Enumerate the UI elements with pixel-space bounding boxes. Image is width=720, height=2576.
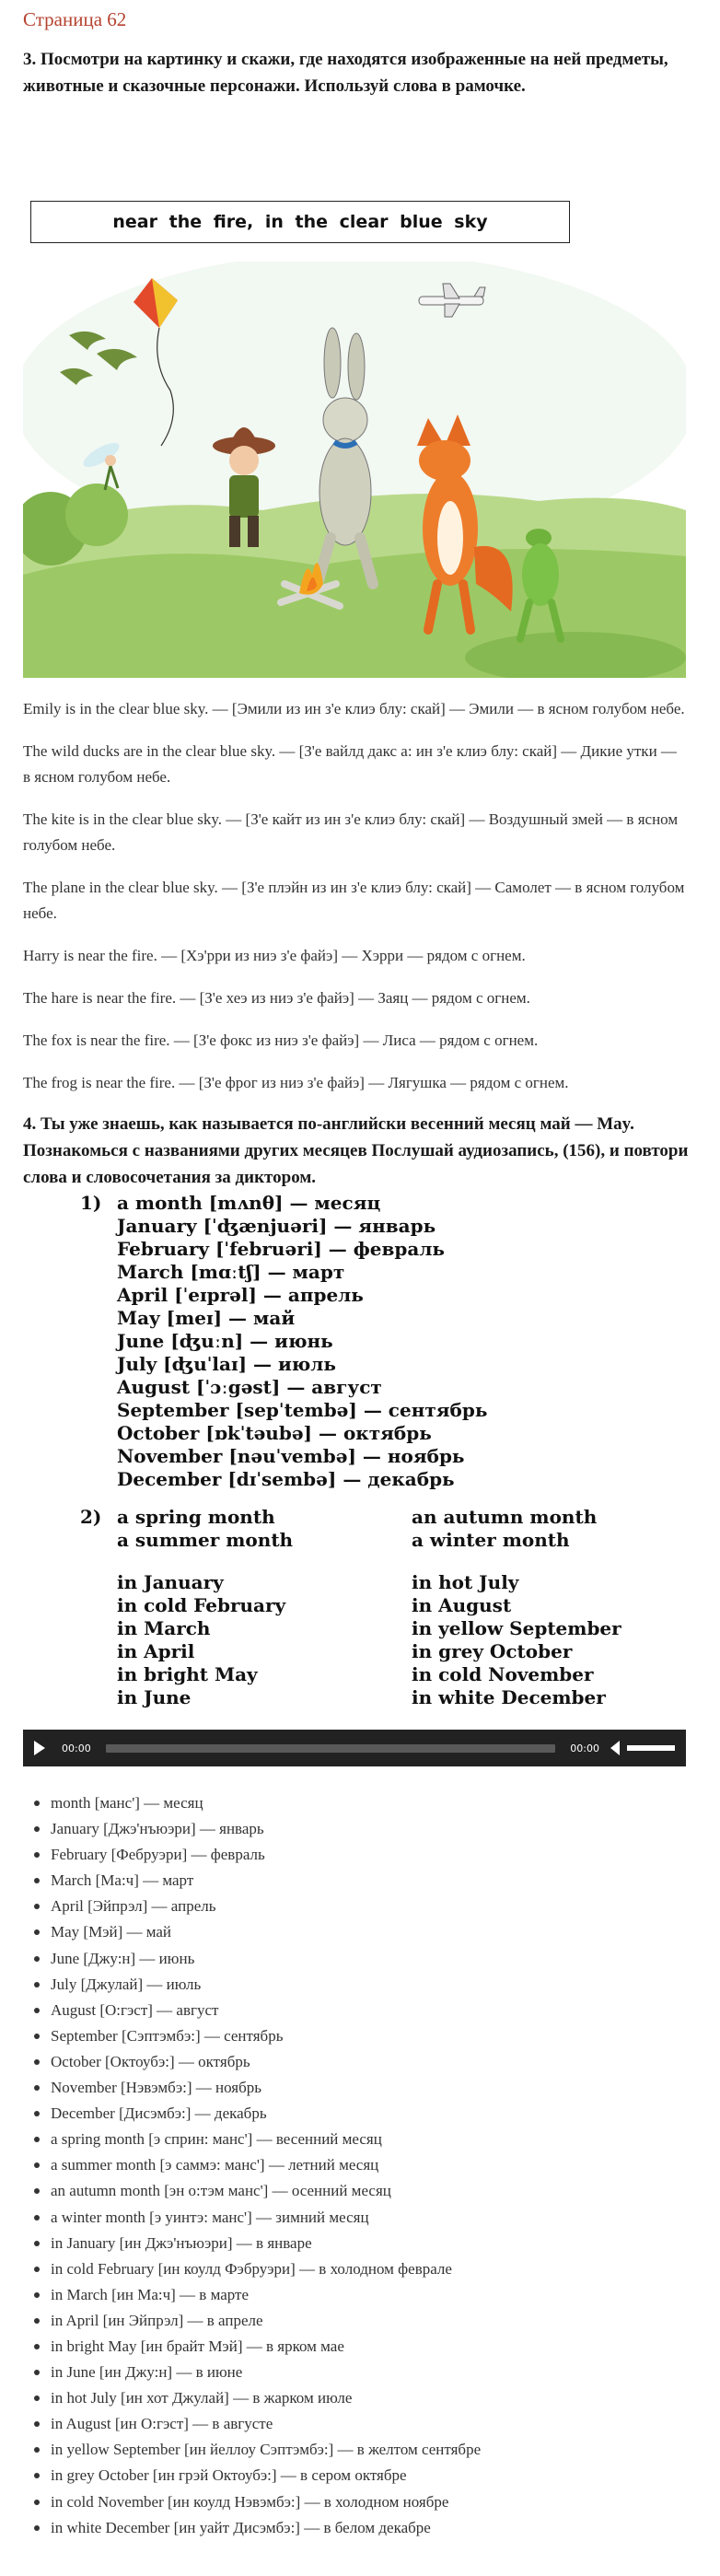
list-item: March [Ма:ч] — март [32,1868,697,1894]
list-number: 1) [80,1192,102,1214]
list-item: in bright May [ин брайт Мэй] — в ярком мае [32,2334,697,2360]
vocab-item: a winter month [412,1529,570,1551]
vocab-row [80,1399,697,1422]
list-item: November [Нэвэмбэ:] — ноябрь [32,2075,697,2101]
list-item: in April [ин Эйпрэл] — в апреле [32,2308,697,2334]
word-box: near the fire, in the clear blue sky [30,201,570,243]
volume-slider[interactable] [627,1745,675,1751]
page-title: Страница 62 [23,8,127,30]
vocab-row [80,1238,697,1261]
vocab-item: September [sepˈtembə] — сентябрь [117,1399,488,1421]
list-item: in August [ин О:гэст] — в августе [32,2411,697,2437]
vocab-item: in June [117,1686,192,1708]
vocab-row [80,1192,697,1215]
vocab-item: in March [117,1617,211,1639]
vocab-row [80,1686,412,1709]
vocab-row [80,1594,412,1617]
list-item: in January [ин Джэ'нъюэри] — в январе [32,2231,697,2256]
vocab-row [80,1261,697,1284]
sentence: The fox is near the fire. — [З'е фокс из ниэ з'е файэ] — Лиса — рядом с огнем. [23,1032,539,1049]
vocab-row [80,1215,697,1238]
sentence: Harry is near the fire. — [Хэ'рри из ниэ з'е файэ] — Хэрри — рядом с огнем. [23,947,526,964]
list-item: in hot July [ин хот Джулай] — в жарком июле [32,2385,697,2411]
vocab-list-2 [80,1506,697,1709]
vocab-item: November [nəuˈvembə] — ноябрь [117,1445,465,1467]
vocab-item: in cold February [117,1594,286,1616]
transliteration-list [32,1790,697,2541]
total-time: 00:00 [570,1742,599,1754]
list-item: December [Дисэмбэ:] — декабрь [32,2101,697,2127]
vocab-item: in hot July [412,1571,519,1593]
sentence-list [23,696,697,1096]
vocab-item: October [ɒkˈtəubə] — октябрь [117,1422,432,1444]
vocab-row [80,1468,697,1491]
vocab-item: March [mɑːtʃ] — март [117,1261,345,1283]
sentence: The kite is in the clear blue sky. — [З'е кайт из ин з'е клиэ блу: скай] — Воздушный змей — в ясном голубом небе. [23,810,679,854]
list-item: in yellow September [ин йеллоу Сэптэмбэ:] — в желтом сентябре [32,2437,697,2463]
vocab-item: a spring month [117,1506,275,1528]
vocab-item: a month [mʌnθ] — месяц [117,1192,381,1214]
task-3-instruction: 3. Посмотри на картинку и скажи, где находятся изображенные на ней предметы, животные и сказочные персонажи. Используй слова в рамочке. [23,50,668,96]
list-item: a winter month [э уинтэ: манс'] — зимний месяц [32,2205,697,2231]
vocab-item: in cold November [412,1663,594,1685]
vocab-item: a summer month [117,1529,294,1551]
vocab-item: in grey October [412,1640,573,1662]
list-item: January [Джэ'нъюэри] — январь [32,1816,697,1842]
task-4-instruction: 4. Ты уже знаешь, как называется по-английски весенний месяц май — May. Познакомься с названиями других месяцев Послушай аудиозапись, (156), и повтори слова и словосочетания за диктором. [23,1114,689,1187]
seek-bar[interactable] [106,1744,556,1753]
vocab-row [80,1640,412,1663]
list-item: in March [ин Ма:ч] — в марте [32,2282,697,2308]
vocab-item: August [ˈɔːgəst] — август [117,1376,382,1398]
vocab-row [80,1422,697,1445]
vocab-list-1 [80,1192,697,1491]
sentence: Emily is in the clear blue sky. — [Эмили из ин з'е клиэ блу: скай] — Эмили — в ясном голубом небе. [23,700,685,717]
vocab-item: December [dɪˈsembə] — декабрь [117,1468,455,1490]
list-item: in cold February [ин коулд Фэбруэри] — в холодном феврале [32,2256,697,2282]
list-item: an autumn month [эн о:тэм манс'] — осенний месяц [32,2178,697,2204]
list-item: in white December [ин уайт Дисэмбэ:] — в белом декабре [32,2515,697,2541]
sentence: The wild ducks are in the clear blue sky. — [З'е вайлд дакс а: ин з'е клиэ блу: скай] — Дикие утки — в ясном голубом небе. [23,742,677,786]
sentence: The hare is near the fire. — [З'е хеэ из ниэ з'е файэ] — Заяц — рядом с огнем. [23,989,530,1007]
vocab-item: in white December [412,1686,606,1708]
sentence: The plane in the clear blue sky. — [З'е плэйн из ин з'е клиэ блу: скай] — Самолет — в ясном голубом небе. [23,879,685,922]
vocab-item: July [ʤuˈlaɪ] — июль [117,1353,336,1375]
list-item: May [Мэй] — май [32,1919,697,1945]
list-item: a spring month [э сприн: манс'] — весенний месяц [32,2127,697,2152]
sentence: The frog is near the fire. — [З'е фрог из ниэ з'е файэ] — Лягушка — рядом с огнем. [23,1074,569,1091]
vocab-row [80,1307,697,1330]
vocab-row [80,1506,412,1529]
list-item: a summer month [э саммэ: манс'] — летний месяц [32,2152,697,2178]
list-item: August [О:гэст] — август [32,1998,697,2023]
list-item: April [Эйпрэл] — апрель [32,1894,697,1919]
audio-player [23,1730,686,1766]
volume-icon[interactable] [610,1741,620,1755]
list-item: September [Сэптэмбэ:] — сентябрь [32,2023,697,2049]
vocab-item: February [ˈfebruəri] — февраль [117,1238,445,1260]
vocab-item: in April [117,1640,195,1662]
vocab-item: June [ʤuːn] — июнь [117,1330,333,1352]
vocab-item: in January [117,1571,224,1593]
list-item: in grey October [ин грэй Октоубэ:] — в сером октябре [32,2463,697,2489]
vocab-row [80,1445,697,1468]
list-item: June [Джу:н] — июнь [32,1946,697,1972]
vocab-item: May [meɪ] — май [117,1307,296,1329]
illustration [23,262,686,678]
vocab-item: January [ˈʤænjuəri] — январь [117,1215,436,1237]
vocab-column-left [80,1506,412,1709]
vocab-row [80,1617,412,1640]
vocab-item: an autumn month [412,1506,598,1528]
vocab-row [80,1663,412,1686]
vocab-row [80,1571,412,1594]
vocab-row [80,1376,697,1399]
vocab-item: April [ˈeɪprəl] — апрель [117,1284,364,1306]
volume-control[interactable] [610,1741,675,1755]
vocab-item: in yellow September [412,1617,621,1639]
list-item: July [Джулай] — июль [32,1972,697,1998]
vocab-column-right [412,1506,688,1709]
list-item: October [Октоубэ:] — октябрь [32,2049,697,2075]
vocab-row [80,1284,697,1307]
list-item: in June [ин Джу:н] — в июне [32,2360,697,2385]
vocab-item: in August [412,1594,512,1616]
list-item: in cold November [ин коулд Нэвэмбэ:] — в холодном ноябре [32,2489,697,2515]
vocab-row [80,1330,697,1353]
list-item: February [Фебруэри] — февраль [32,1842,697,1868]
vocab-row [80,1353,697,1376]
play-icon[interactable] [34,1741,45,1755]
vocab-row [80,1529,412,1552]
list-number: 2) [80,1506,102,1528]
vocab-item: in bright May [117,1663,258,1685]
current-time: 00:00 [62,1742,91,1754]
list-item: month [манс'] — месяц [32,1790,697,1816]
